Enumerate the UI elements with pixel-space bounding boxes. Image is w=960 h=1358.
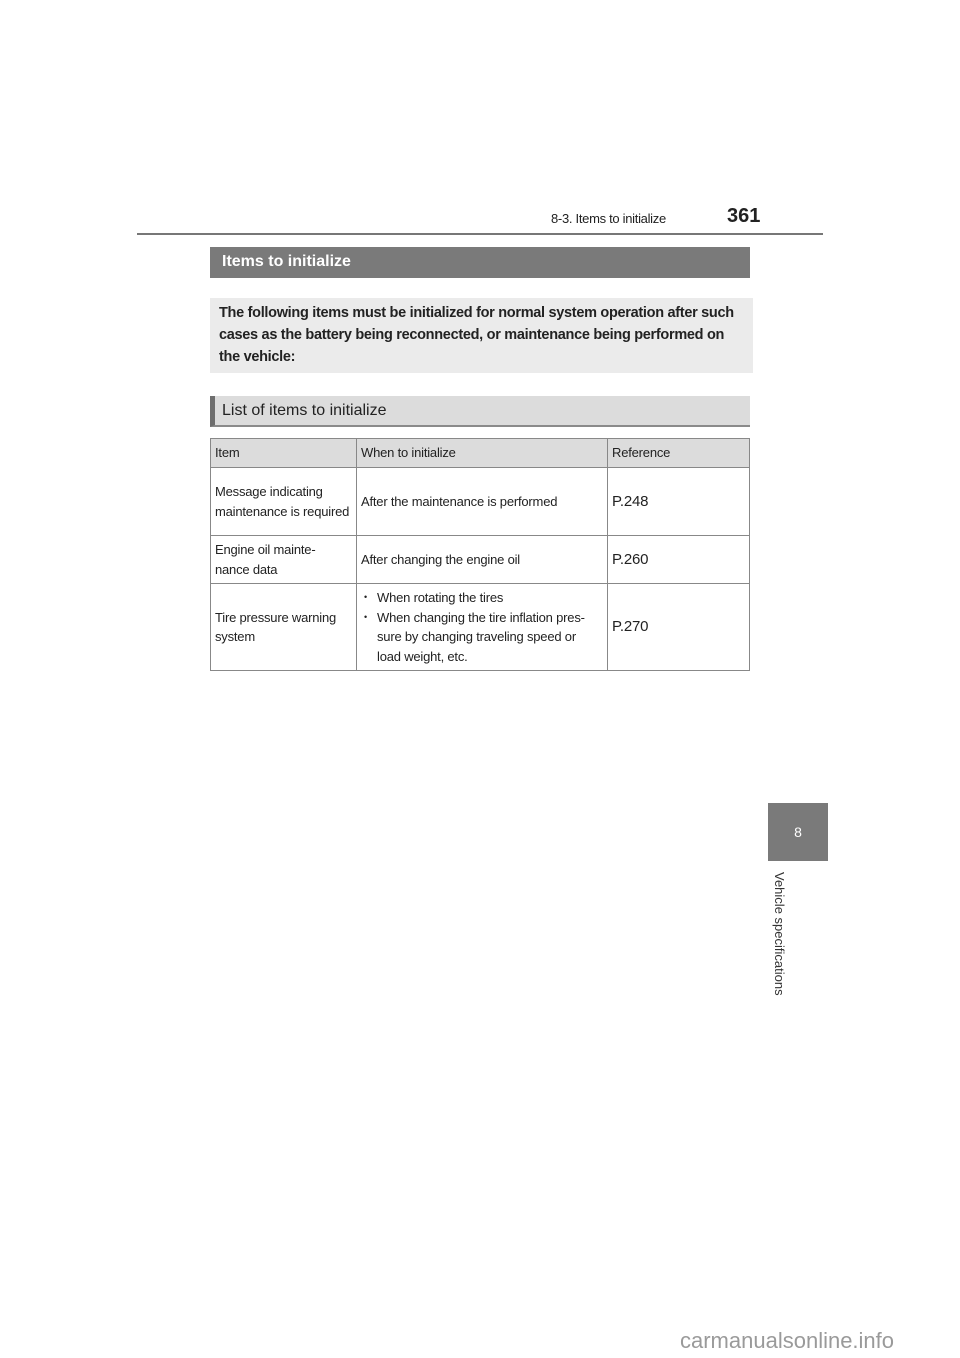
reference-cell: P.270	[608, 584, 750, 671]
when-cell: After changing the engine oil	[357, 536, 608, 584]
item-cell: Message indicating maintenance is required	[211, 468, 357, 536]
watermark: carmanualsonline.info	[680, 1328, 895, 1353]
reference-cell: P.260	[608, 536, 750, 584]
bullet-item: • When changing the tire inflation pres-sure by changing traveling speed or load weight, etc.	[377, 608, 603, 667]
reference-cell: P.248	[608, 468, 750, 536]
items-table	[210, 438, 750, 671]
column-header: When to initialize	[357, 439, 608, 468]
table-row	[211, 468, 750, 536]
chapter-label: Vehicle specifications	[772, 872, 787, 996]
when-cell	[357, 584, 608, 671]
page-number: 361	[727, 205, 761, 227]
subheading: List of items to initialize	[210, 396, 750, 427]
table-header-row	[211, 439, 750, 468]
table-row	[211, 536, 750, 584]
page-title: Items to initialize	[210, 247, 750, 278]
table-row	[211, 584, 750, 671]
chapter-tab: 8	[768, 803, 828, 861]
item-cell: Tire pressure warning system	[211, 584, 357, 671]
section-header: 8-3. Items to initialize	[551, 211, 666, 226]
when-cell: After the maintenance is performed	[357, 468, 608, 536]
item-cell: Engine oil mainte- nance data	[211, 536, 357, 584]
column-header: Item	[211, 439, 357, 468]
intro-box: The following items must be initialized for normal system operation after such cases as the battery being reconnected, or maintenance being performed on the vehicle:	[210, 298, 753, 373]
bullet-item: • When rotating the tires	[377, 588, 603, 608]
column-header: Reference	[608, 439, 750, 468]
header-rule	[137, 233, 823, 235]
